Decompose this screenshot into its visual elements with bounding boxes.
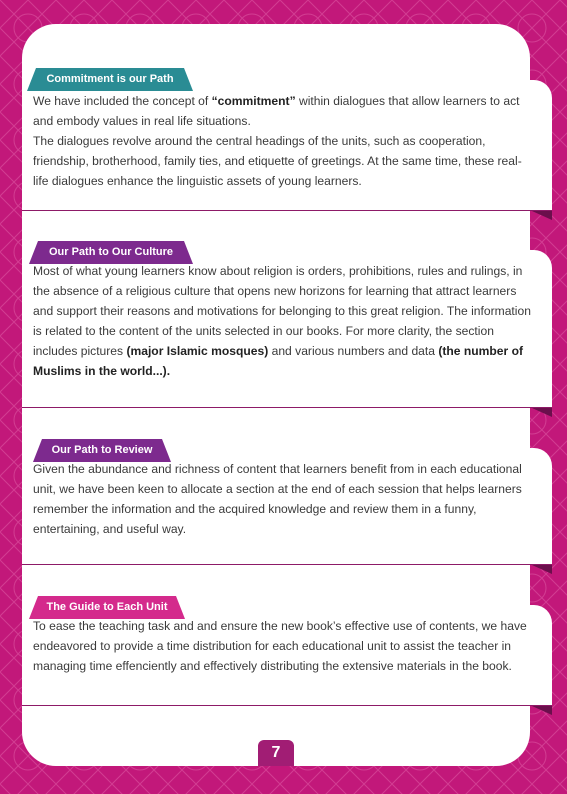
text-run: Most of what young learners know about religion is orders, prohibitions, rules and rulings, in the absence of a religious culture that opens new horizons for learning that attract learners and support their reasons and motivations for belonging to this great religion. The information is related to the content of the units selected in our books. For more clarity, the section includes pictures — [33, 264, 531, 358]
section-text-box — [22, 250, 552, 407]
section-fold — [532, 706, 552, 715]
tab-our-path-to-our-culture: Our Path to Our Culture — [38, 241, 184, 264]
tab-our-path-to-review: Our Path to Review — [42, 439, 162, 462]
section-text-box — [22, 80, 552, 210]
section-underline — [22, 407, 552, 408]
text-run: and various numbers and data — [268, 344, 439, 358]
section-fold — [532, 408, 552, 417]
section-paragraph — [33, 261, 532, 381]
section-text-box — [22, 605, 552, 705]
bold-text-run: (the number of Muslims in the world...). — [33, 344, 523, 378]
text-run: Given the abundance and richness of content that learners benefit from in each educational unit, we have been keen to allocate a section at the end of each session that helps learners remember the information and the acquired knowledge and review them in a funny, entertaining, and useful way. — [33, 462, 522, 536]
section-paragraph — [33, 131, 532, 191]
tab-the-guide-to-each-unit: The Guide to Each Unit — [38, 596, 176, 619]
section-underline — [22, 564, 552, 565]
text-run: We have included the concept of — [33, 94, 212, 108]
section-text-box — [22, 448, 552, 564]
section-paragraph — [33, 616, 532, 676]
text-run: within dialogues that allow learners to act and embody values in real life situations. — [33, 94, 520, 128]
section-fold — [532, 211, 552, 220]
section-fold — [532, 565, 552, 574]
section-paragraph — [33, 459, 532, 539]
text-run: To ease the teaching task and and ensure the new book’s effective use of contents, we have endeavored to provide a time distribution for each educational unit to assist the teacher in managing time effenciently and effectively distributing the extensive materials in the book. — [33, 619, 527, 673]
bold-text-run: “commitment” — [211, 94, 296, 108]
section-underline — [22, 210, 552, 211]
page-number: 7 — [258, 740, 294, 766]
bold-text-run: (major Islamic mosques) — [126, 344, 269, 358]
text-run: The dialogues revolve around the central headings of the units, such as cooperation, friendship, brotherhood, family ties, and etiquette of greetings. At the same time, these real-life dialogues enhance the linguistic assets of young learners. — [33, 134, 522, 188]
section-underline — [22, 705, 552, 706]
section-paragraph — [33, 91, 532, 131]
tab-commitment-is-our-path: Commitment is our Path — [36, 68, 184, 91]
